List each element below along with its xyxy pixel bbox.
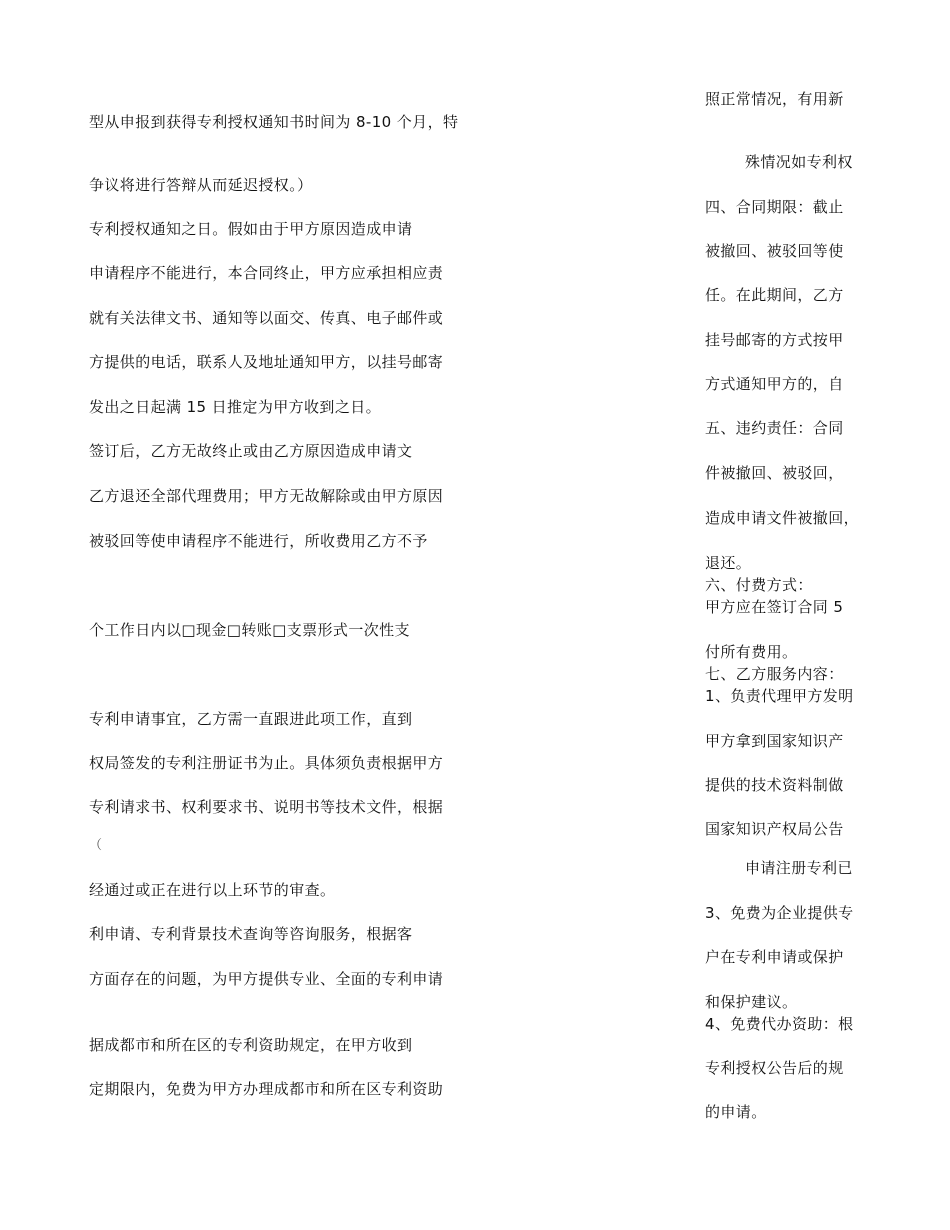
text-line: 发出之日起满 15 日推定为甲方收到之日。 <box>89 398 382 416</box>
text-line: 个工作日内以□现金□转账□支票形式一次性支 <box>89 621 410 639</box>
text-line: 利申请、专利背景技术查询等咨询服务，根据客 <box>89 925 413 943</box>
text-line: 甲方应在签订合同 5 <box>705 598 844 616</box>
text-line: 方提供的电话，联系人及地址通知甲方，以挂号邮寄 <box>89 353 444 371</box>
text-line: 殊情况如专利权 <box>745 153 853 171</box>
text-line: 专利授权公告后的规 <box>705 1059 844 1077</box>
text-line: 照正常情况，有用新 <box>705 90 844 108</box>
text-line: 户在专利申请或保护 <box>705 948 844 966</box>
text-line: 1、负责代理甲方发明 <box>705 687 854 705</box>
text-line: 型从申报到获得专利授权通知书时间为 8-10 个月，特 <box>89 113 459 131</box>
text-line: 六、付费方式： <box>705 576 813 594</box>
text-line: 七、乙方服务内容： <box>705 665 844 683</box>
text-line: 付所有费用。 <box>705 643 798 661</box>
text-line: 3、免费为企业提供专 <box>705 904 854 922</box>
text-line: 被驳回等使申请程序不能进行，所收费用乙方不予 <box>89 532 428 550</box>
text-line: 四、合同期限：截止 <box>705 198 844 216</box>
text-line: 专利授权通知之日。假如由于甲方原因造成申请 <box>89 220 413 238</box>
text-line: 被撤回、被驳回等使 <box>705 242 844 260</box>
text-line: 争议将进行答辩从而延迟授权。） <box>89 176 313 194</box>
text-line: 甲方拿到国家知识产 <box>705 732 844 750</box>
text-line: 方式通知甲方的，自 <box>705 375 844 393</box>
text-line: 任。在此期间，乙方 <box>705 286 844 304</box>
text-line: 申请程序不能进行，本合同终止，甲方应承担相应责 <box>89 264 444 282</box>
text-line: 件被撤回、被驳回， <box>705 464 844 482</box>
text-line: 据成都市和所在区的专利资助规定，在甲方收到 <box>89 1036 413 1054</box>
text-line: 提供的技术资料制做 <box>705 776 844 794</box>
text-line: 专利申请事宜，乙方需一直跟进此项工作，直到 <box>89 710 413 728</box>
text-line: 国家知识产权局公告 <box>705 820 844 838</box>
text-line: 定期限内，免费为甲方办理成都市和所在区专利资助 <box>89 1080 444 1098</box>
text-line: （ <box>89 838 103 853</box>
text-line: 方面存在的问题，为甲方提供专业、全面的专利申请 <box>89 970 444 988</box>
text-line: 的申请。 <box>705 1103 767 1121</box>
text-line: 就有关法律文书、通知等以面交、传真、电子邮件或 <box>89 309 444 327</box>
text-line: 退还。 <box>705 554 752 572</box>
text-line: 挂号邮寄的方式按甲 <box>705 331 844 349</box>
text-line: 五、违约责任：合同 <box>705 419 844 437</box>
text-line: 乙方退还全部代理费用；甲方无故解除或由甲方原因 <box>89 487 444 505</box>
text-line: 和保护建议。 <box>705 993 798 1011</box>
text-line: 权局签发的专利注册证书为止。具体须负责根据甲方 <box>89 754 444 772</box>
text-line: 申请注册专利已 <box>745 859 853 877</box>
text-line: 4、免费代办资助：根 <box>705 1015 854 1033</box>
text-line: 经通过或正在进行以上环节的审查。 <box>89 881 336 899</box>
text-line: 签订后，乙方无故终止或由乙方原因造成申请文 <box>89 442 413 460</box>
text-line: 造成申请文件被撤回， <box>705 509 860 527</box>
text-line: 专利请求书、权利要求书、说明书等技术文件，根据 <box>89 798 444 816</box>
